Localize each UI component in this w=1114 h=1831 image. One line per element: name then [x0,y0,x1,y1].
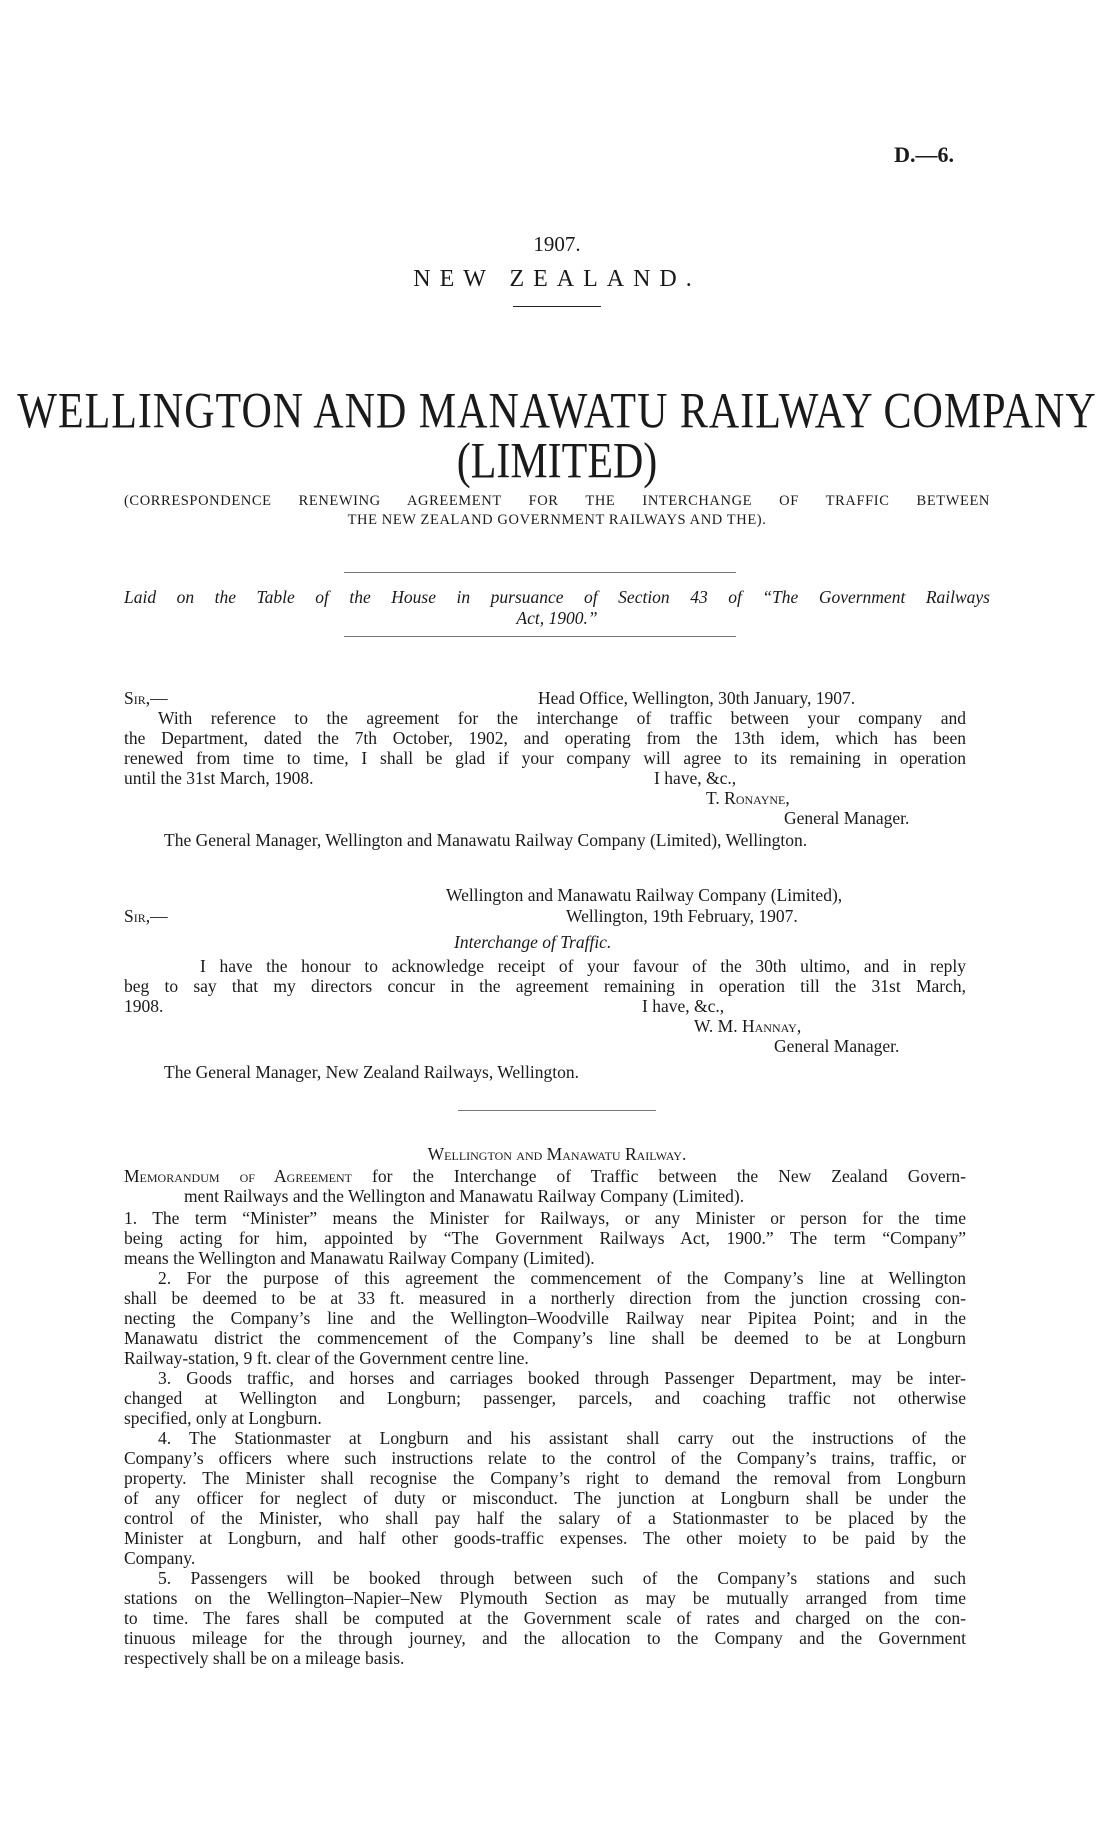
letter2-signer: W. M. Hannay, [694,1016,802,1036]
laid-line: Laid on the Table of the House in pursuance of Section 43 of “The Government Railways [124,587,990,607]
letter2-closing: I have, &c., [642,996,725,1016]
clause-line: 4. The Stationmaster at Longburn and his assistant shall carry out the instructions of the [158,1428,966,1448]
memorandum-clauses [124,1208,966,1668]
section-divider [458,1110,656,1111]
clause-line: Minister at Longburn, and half other goods-traffic expenses. The other moiety to be paid by the [124,1528,966,1548]
clause-line: control of the Minister, who shall pay half the salary of a Stationmaster to be placed by the [124,1508,966,1528]
clause-line: stations on the Wellington–Napier–New Plymouth Section as may be mutually arranged from time [124,1588,966,1608]
letter2-recipient: The General Manager, New Zealand Railways, Wellington. [164,1062,579,1082]
clause-line: Manawatu district the commencement of the Company’s line shall be deemed to be at Longburn [124,1328,966,1348]
clause-line: Company’s officers where such instructions relate to the control of the Company’s trains, traffic, or [124,1448,966,1468]
clause-line: necting the Company’s line and the Wellington–Woodville Railway near Pipitea Point; and in the [124,1308,966,1328]
memorandum-intro-line [124,1166,966,1186]
country-heading: NEW ZEALAND. [413,266,701,292]
letter1-line: until the 31st March, 1908. [124,768,314,788]
clause-line: means the Wellington and Manawatu Railway Company (Limited). [124,1248,595,1268]
letter2-line: beg to say that my directors concur in the agreement remaining in operation till the 31st March, [124,976,966,996]
clause-5 [124,1568,966,1668]
clause-2 [124,1268,966,1368]
clause-line: property. The Minister shall recognise the Company’s right to demand the removal from Longburn [124,1468,966,1488]
letter1-address: Head Office, Wellington, 30th January, 1907. [538,688,856,708]
memorandum-label: Memorandum of Agreement [124,1166,352,1186]
document-title: WELLINGTON AND MANAWATU RAILWAY COMPANY [17,384,1097,440]
clause-line: respectively shall be on a mileage basis. [124,1648,405,1668]
letter1-line: renewed from time to time, I shall be glad if your company will agree to its remaining in operation [124,748,966,768]
clause-line: 3. Goods traffic, and horses and carriages booked through Passenger Department, may be inter- [158,1368,966,1388]
letter2-address: Wellington and Manawatu Railway Company (Limited), [446,885,843,905]
document-title-line2: (LIMITED) [456,434,658,490]
letter1-signer: T. Ronayne, [706,788,790,808]
letter2-body [124,956,966,1016]
clause-line: to time. The fares shall be computed at the Government scale of rates and charged on the con- [124,1608,966,1628]
clause-line: Company. [124,1548,196,1568]
clause-line: of any officer for neglect of duty or misconduct. The junction at Longburn shall be under the [124,1488,966,1508]
section-divider [344,636,736,637]
section-divider [344,572,736,573]
clause-line: shall be deemed to be at 33 ft. measured in a northerly direction from the junction crossing con- [124,1288,966,1308]
letter1-body [124,708,966,788]
letter1-signer-title: General Manager. [784,808,910,828]
clause-line: 2. For the purpose of this agreement the commencement of the Company’s line at Wellington [158,1268,966,1288]
letter2-line: I have the honour to acknowledge receipt of your favour of the 30th ultimo, and in reply [200,956,966,976]
memorandum-intro [124,1166,966,1206]
letter1-salutation: Sir,— [124,688,168,708]
clause-3 [124,1368,966,1428]
clause-1 [124,1208,966,1268]
clause-line: tinuous mileage for the through journey, and the allocation to the Company and the Government [124,1628,966,1648]
subtitle-line: (CORRESPONDENCE RENEWING AGREEMENT FOR THE INTERCHANGE OF TRAFFIC BETWEEN [124,493,990,509]
letter2-salutation: Sir,— [124,906,168,926]
paper-reference: D.—6. [894,142,954,167]
clause-line: Railway-station, 9 ft. clear of the Government centre line. [124,1348,529,1368]
letter1-line: With reference to the agreement for the interchange of traffic between your company and [158,708,966,728]
letter2-address: Wellington, 19th February, 1907. [566,906,798,926]
year: 1907. [533,232,581,256]
laid-line: Act, 1900.” [516,608,598,628]
clause-line: changed at Wellington and Longburn; passenger, parcels, and coaching traffic not otherwise [124,1388,966,1408]
letter2-line: 1908. [124,996,164,1016]
memorandum-intro-line: ment Railways and the Wellington and Manawatu Railway Company (Limited). [184,1186,745,1206]
title-divider [513,306,601,307]
letter1-closing: I have, &c., [654,768,737,788]
clause-line: 5. Passengers will be booked through between such of the Company’s stations and such [158,1568,966,1588]
clause-line: specified, only at Longburn. [124,1408,322,1428]
memorandum-heading: Wellington and Manawatu Railway. [427,1144,687,1164]
laid-notice [124,587,990,629]
clause-line: 1. The term “Minister” means the Minister for Railways, or any Minister or person for the time [124,1208,966,1228]
clause-4 [124,1428,966,1568]
subtitle-line: THE NEW ZEALAND GOVERNMENT RAILWAYS AND THE). [347,512,767,528]
document-subtitle [124,492,990,530]
letter2-signer-title: General Manager. [774,1036,900,1056]
letter1-recipient: The General Manager, Wellington and Manawatu Railway Company (Limited), Wellington. [164,830,808,850]
memorandum-intro-text: for the Interchange of Traffic between the New Zealand Govern- [372,1166,967,1186]
letter2-subject: Interchange of Traffic. [454,932,612,952]
clause-line: being acting for him, appointed by “The Government Railways Act, 1900.” The term “Company” [124,1228,966,1248]
letter1-line: the Department, dated the 7th October, 1902, and operating from the 13th idem, which has been [124,728,966,748]
